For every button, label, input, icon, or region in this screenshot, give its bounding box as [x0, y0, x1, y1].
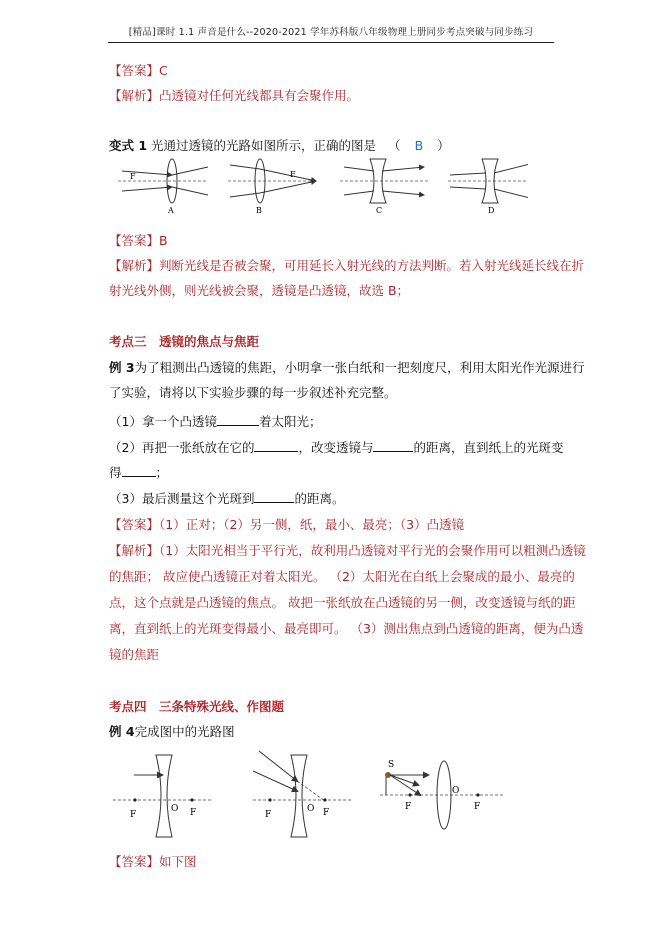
- page-header: [精品]课时 1.1 声音是什么--2020-2021 学年苏科版八年级物理上册同步考点突破与同步练习: [108, 24, 554, 43]
- answer-label: 【答案】: [109, 233, 160, 248]
- answer-value: （1）正对；（2）另一侧，纸，最小、最亮；（3）凸透镜: [159, 517, 465, 532]
- fig2-f-left: F: [265, 810, 272, 820]
- example3-step1: [109, 412, 321, 430]
- example3-analysis-5: 镜的焦距: [109, 647, 160, 662]
- example4-label: 例 4: [109, 724, 135, 739]
- focus-label-a: F: [130, 172, 136, 181]
- section4-title: 考点四 三条特殊光线、作图题: [109, 699, 285, 714]
- fig3-f-left: F: [405, 802, 412, 812]
- fig2-f-right: F: [323, 808, 330, 818]
- section3-title: 考点三 透镜的焦点与焦距: [109, 334, 260, 349]
- example3-stem-text: 为了粗测出凸透镜的焦距，小明拿一张白纸和一把刻度尺，利用太阳光作光源进行: [134, 360, 585, 375]
- example4-figures: [108, 745, 528, 840]
- variant1-choice: B: [414, 138, 424, 153]
- blank-4[interactable]: [122, 464, 156, 477]
- blank-5[interactable]: [254, 490, 294, 503]
- paren-open: （: [388, 138, 401, 153]
- example3-analysis-2: 的焦距； 故应使凸透镜正对着太阳光。 （2）太阳光在白纸上会聚成的最小、最亮的: [109, 569, 575, 584]
- fig1-o: O: [171, 804, 179, 814]
- step2-text-b: ，改变透镜与: [298, 440, 374, 455]
- step3-text-a: （3）最后测量这个光斑到: [109, 491, 255, 506]
- analysis-text: 凸透镜对任何光线都具有会聚作用。: [159, 88, 360, 103]
- analysis-line-prev: [109, 86, 359, 104]
- figure-label-a: A: [168, 206, 174, 215]
- example3-stem-1: [109, 358, 585, 376]
- blank-1[interactable]: [217, 413, 259, 426]
- example3-step2: [109, 438, 564, 456]
- fig1-f-left: F: [130, 810, 137, 820]
- example4-figure-1: [113, 755, 213, 837]
- figure-b: [228, 159, 318, 215]
- example4-answer: [109, 852, 197, 870]
- analysis-label: 【解析】: [109, 543, 160, 558]
- fig3-f-right: F: [474, 802, 481, 812]
- example3-label: 例 3: [109, 360, 135, 375]
- variant1-stem: [109, 136, 450, 154]
- answer-value: C: [159, 63, 168, 78]
- fig2-o: O: [307, 804, 315, 814]
- step3-text-b: 的距离。: [294, 491, 345, 506]
- example3-step2-cont: [109, 463, 168, 481]
- example3-analysis-4: 离，直到纸上的光斑变得最小、最亮即可。 （3）测出焦点到凸透镜的距离，便为凸透: [109, 621, 584, 636]
- step2-text-a: （2）再把一张纸放在它的: [109, 440, 255, 455]
- figure-d: [448, 159, 528, 215]
- variant1-label: 变式 1: [109, 138, 148, 153]
- figure-label-b: B: [256, 206, 262, 215]
- answer-label: 【答案】: [109, 63, 160, 78]
- fig3-o: O: [452, 786, 460, 796]
- example4-stem-text: 完成图中的光路图: [134, 724, 235, 739]
- answer-value: 如下图: [159, 854, 197, 869]
- figure-a: [118, 159, 208, 215]
- focus-label-b: F: [290, 170, 296, 179]
- blank-3[interactable]: [373, 439, 413, 452]
- example4-stem: [109, 722, 235, 740]
- example3-stem-2: 了实验，请将以下实验步骤的每一步叙述补充完整。: [109, 385, 397, 400]
- analysis-text: 判断光线是否被会聚，可用延长入射光线的方法判断。若入射光线延长线在折: [159, 258, 585, 273]
- variant1-analysis-2: 射光线外侧，则光线被会聚，透镜是凸透镜，故选 B；: [109, 283, 410, 298]
- step2-text-c: 的距离，直到纸上的光斑变: [413, 440, 564, 455]
- example3-step3: [109, 489, 344, 507]
- figure-label-c: C: [376, 206, 383, 215]
- analysis-text: （1）太阳光相当于平行光，故利用凸透镜对平行光的会聚作用可以粗测凸透镜: [159, 543, 586, 558]
- answer-label: 【答案】: [109, 854, 160, 869]
- example3-analysis-3: 点，这个点就是凸透镜的焦点。 故把一张纸放在凸透镜的另一侧，改变透镜与纸的距: [109, 595, 576, 610]
- step2-text-d: 得: [109, 465, 122, 480]
- variant1-figures: [108, 155, 528, 220]
- analysis-label: 【解析】: [109, 88, 160, 103]
- blank-2[interactable]: [254, 439, 298, 452]
- example4-figure-3: [380, 760, 505, 829]
- figure-c: [340, 159, 430, 215]
- variant1-answer: [109, 231, 168, 249]
- variant1-analysis-1: [109, 256, 584, 274]
- answer-value: B: [159, 233, 168, 248]
- example4-figure-2: [253, 751, 353, 837]
- paren-close: ）: [437, 138, 450, 153]
- example3-answer: [109, 515, 464, 533]
- step1-text-a: （1）拿一个凸透镜: [109, 414, 217, 429]
- step2-text-e: ；: [155, 465, 169, 480]
- step1-text-b: 着太阳光；: [258, 414, 322, 429]
- answer-label: 【答案】: [109, 517, 160, 532]
- example3-analysis-1: [109, 541, 586, 559]
- fig3-s: S: [388, 760, 395, 770]
- fig1-f-right: F: [190, 808, 197, 818]
- analysis-label: 【解析】: [109, 258, 160, 273]
- answer-line-prev: [109, 61, 168, 79]
- variant1-stem-text: 光通过透镜的光路如图所示，正确的图是: [151, 138, 377, 153]
- figure-label-d: D: [488, 206, 495, 215]
